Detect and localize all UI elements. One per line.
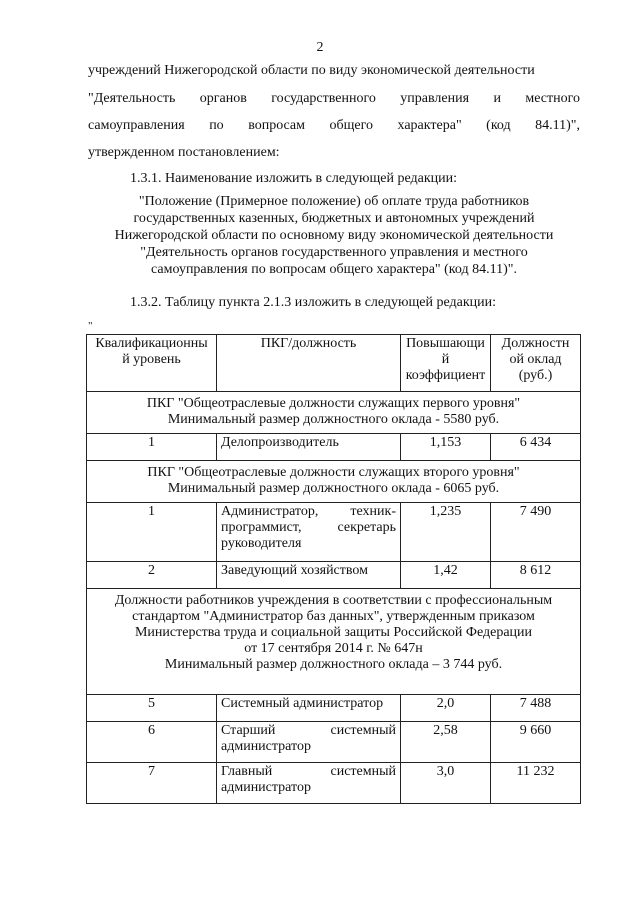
- cell-level-line: 6: [148, 723, 155, 738]
- header-position-line: ПКГ/должность: [260, 336, 357, 351]
- cell-salary-line: 7 490: [519, 504, 552, 519]
- table-row: [87, 722, 581, 763]
- word: органов: [199, 91, 247, 106]
- word: характера": [397, 118, 462, 133]
- word: секретарь: [337, 520, 396, 535]
- cell-coefficient: [401, 695, 491, 722]
- cell-position: [217, 695, 401, 722]
- word: Старший: [221, 723, 276, 738]
- header-position: [217, 335, 401, 392]
- word: вопросам: [248, 118, 306, 133]
- group-title-row: [87, 589, 581, 695]
- page-number: 2: [316, 40, 324, 55]
- header-level-line: й уровень: [122, 352, 181, 367]
- cell-coefficient-line: 1,235: [429, 504, 462, 519]
- group-title-row: [87, 392, 581, 434]
- cell-coefficient: [401, 503, 491, 562]
- cell-coefficient-line: 1,42: [433, 563, 458, 578]
- group-title: [87, 392, 581, 434]
- cell-coefficient: [401, 722, 491, 763]
- section-1-3-2: 1.3.2. Таблицу пункта 2.1.3 изложить в следующей редакции:: [130, 295, 497, 310]
- word: государственного: [271, 91, 376, 106]
- quote-line: самоуправления по вопросам общего характера" (код 84.11)".: [151, 262, 517, 277]
- header-coefficient-line: коэффициент: [405, 368, 486, 383]
- cell-position-line: Делопроизводитель: [221, 435, 339, 450]
- group-title-line: ПКГ "Общеотраслевые должности служащих второго уровня": [147, 465, 520, 480]
- cell-salary: [491, 562, 581, 589]
- group-title-line: от 17 сентября 2014 г. № 647н: [244, 641, 423, 656]
- cell-position: [217, 763, 401, 804]
- cell-salary-line: 6 434: [519, 435, 552, 450]
- cell-position: [217, 503, 401, 562]
- quote-line: "Деятельность органов государственного управления и местного: [140, 245, 528, 260]
- cell-level: [87, 722, 217, 763]
- word: 84.11)",: [535, 118, 580, 133]
- header-level-line: Квалификационны: [95, 336, 208, 351]
- cell-level-line: 1: [148, 435, 155, 450]
- section-1-3-1: 1.3.1. Наименование изложить в следующей редакции:: [130, 171, 457, 186]
- intro-line-3: [88, 117, 580, 134]
- word: управления: [400, 91, 470, 106]
- cell-position: [217, 562, 401, 589]
- salary-table: [86, 334, 581, 804]
- group-title: [87, 461, 581, 503]
- cell-position-line: администратор: [221, 739, 311, 754]
- table-row: [87, 434, 581, 461]
- cell-salary: [491, 434, 581, 461]
- intro-line-2: [88, 90, 580, 107]
- word: и: [493, 91, 501, 106]
- group-title-line: Министерства труда и социальной защиты Российской Федерации: [134, 625, 533, 640]
- word: "Деятельность: [88, 91, 176, 106]
- table-row: [87, 562, 581, 589]
- word: системный: [330, 723, 396, 738]
- cell-salary: [491, 763, 581, 804]
- word: программист,: [221, 520, 302, 535]
- quote-line: Нижегородской области по основному виду экономической деятельности: [114, 228, 554, 243]
- cell-coefficient-line: 2,0: [436, 696, 455, 711]
- word: по: [209, 118, 224, 133]
- cell-level: [87, 695, 217, 722]
- group-title-row: [87, 461, 581, 503]
- intro-line-4: утвержденном постановлением:: [88, 145, 280, 160]
- cell-position-line: [221, 504, 396, 520]
- cell-level-line: 1: [148, 504, 155, 519]
- header-coefficient-line: Повышающи: [406, 336, 485, 351]
- cell-level-line: 7: [148, 764, 155, 779]
- group-title-line: Минимальный размер должностного оклада - 5580 руб.: [167, 412, 500, 427]
- cell-salary-line: 8 612: [519, 563, 552, 578]
- cell-coefficient: [401, 763, 491, 804]
- cell-level: [87, 503, 217, 562]
- cell-salary: [491, 722, 581, 763]
- word: техник-: [350, 504, 396, 519]
- cell-position-line: руководителя: [221, 536, 302, 551]
- table-row: [87, 503, 581, 562]
- header-salary-line: (руб.): [518, 368, 553, 383]
- quote-line: государственных казенных, бюджетных и автономных учреждений: [133, 211, 535, 226]
- table-header-row: [87, 335, 581, 392]
- group-title: [87, 589, 581, 695]
- group-title-line: стандартом "Администратор баз данных", утвержденным приказом: [132, 609, 535, 624]
- word: (код: [486, 118, 511, 133]
- group-title-line: Минимальный размер должностного оклада – 3 744 руб.: [164, 657, 503, 672]
- word: местного: [525, 91, 580, 106]
- cell-level: [87, 434, 217, 461]
- salary-table-body: [87, 335, 581, 804]
- table-row: [87, 763, 581, 804]
- cell-level-line: 5: [148, 696, 155, 711]
- header-salary: [491, 335, 581, 392]
- cell-level: [87, 562, 217, 589]
- cell-salary: [491, 695, 581, 722]
- cell-position-line: [221, 723, 396, 739]
- word: Администратор,: [221, 504, 319, 519]
- cell-level: [87, 763, 217, 804]
- table-row: [87, 695, 581, 722]
- cell-salary-line: 11 232: [516, 764, 555, 779]
- group-title-line: ПКГ "Общеотраслевые должности служащих первого уровня": [146, 396, 521, 411]
- group-title-line: Должности работников учреждения в соответствии с профессиональным: [114, 593, 553, 608]
- cell-position-line: [221, 764, 396, 780]
- header-salary-line: Должностн: [501, 336, 570, 351]
- cell-position: [217, 722, 401, 763]
- word: общего: [329, 118, 374, 133]
- cell-position: [217, 434, 401, 461]
- header-level: [87, 335, 217, 392]
- cell-position-line: Системный администратор: [221, 696, 384, 711]
- cell-salary-line: 7 488: [519, 696, 552, 711]
- cell-coefficient: [401, 562, 491, 589]
- open-quote-mark: ": [88, 320, 93, 332]
- word: системный: [330, 764, 396, 779]
- cell-salary-line: 9 660: [519, 723, 552, 738]
- group-title-line: Минимальный размер должностного оклада - 6065 руб.: [167, 481, 500, 496]
- quote-line: "Положение (Примерное положение) об оплате труда работников: [138, 194, 530, 209]
- cell-position-line: Заведующий хозяйством: [221, 563, 368, 578]
- cell-coefficient: [401, 434, 491, 461]
- intro-line-1: учреждений Нижегородской области по виду экономической деятельности: [88, 63, 535, 78]
- word: самоуправления: [88, 118, 185, 133]
- cell-position-line: [221, 520, 396, 536]
- word: Главный: [221, 764, 273, 779]
- header-coefficient-line: й: [441, 352, 450, 367]
- cell-salary: [491, 503, 581, 562]
- cell-coefficient-line: 1,153: [429, 435, 462, 450]
- header-salary-line: ой оклад: [509, 352, 562, 367]
- header-coefficient: [401, 335, 491, 392]
- cell-coefficient-line: 2,58: [433, 723, 458, 738]
- cell-coefficient-line: 3,0: [436, 764, 455, 779]
- cell-position-line: администратор: [221, 780, 311, 795]
- cell-level-line: 2: [148, 563, 155, 578]
